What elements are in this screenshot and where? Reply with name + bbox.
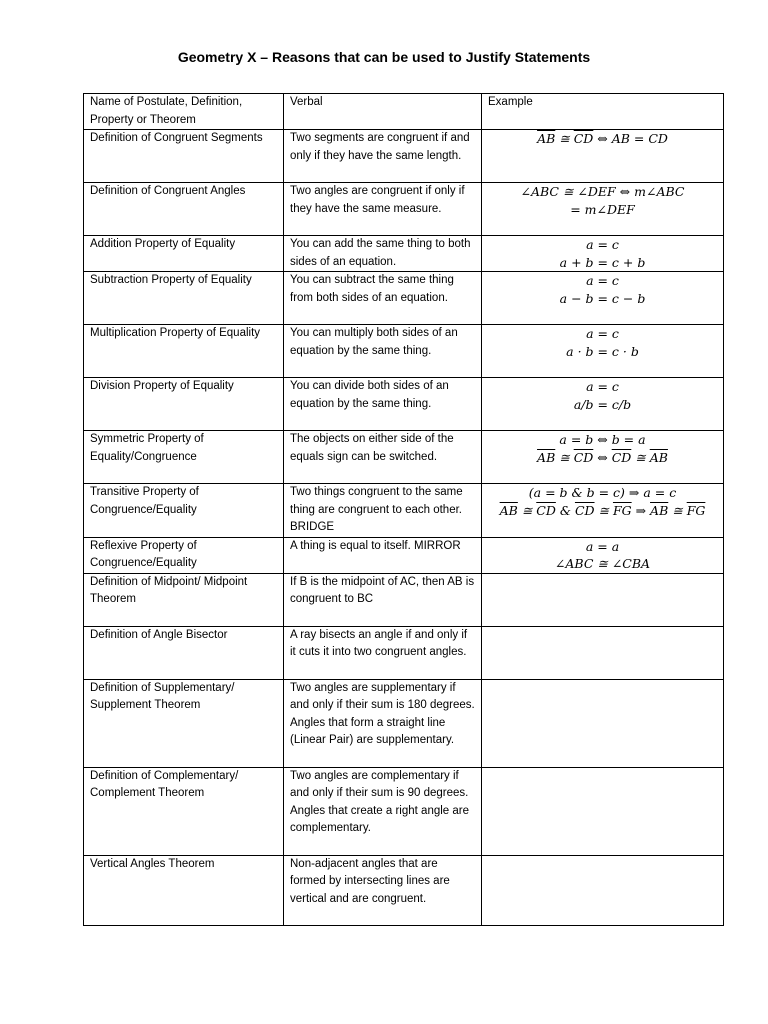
table-row [84, 325, 724, 378]
example-text: ≅ [517, 502, 537, 518]
table-row [84, 484, 724, 538]
reason-example [482, 431, 724, 484]
table-row [84, 130, 724, 183]
header-verbal: Verbal [284, 94, 482, 130]
example-text: a = c [586, 326, 619, 341]
reason-name: Addition Property of Equality [84, 236, 284, 272]
example-text: a − b = c − b [559, 290, 646, 306]
example-text: a/b = c/b [573, 396, 632, 412]
reason-name: Transitive Property of Congruence/Equality [84, 484, 284, 538]
example-text: a · b = c · b [566, 343, 639, 359]
segment-symbol: $\overline{AB}$ [499, 502, 518, 518]
example-line [488, 431, 717, 449]
example-line [488, 325, 717, 343]
reason-verbal: Two angles are congruent if only if they have the same measure. [284, 183, 482, 236]
table-row [84, 431, 724, 484]
example-text: a = c [586, 273, 619, 288]
example-text: = m∠DEF [570, 201, 635, 217]
segment-symbol: $\overline{AB}$ [649, 449, 668, 465]
reason-verbal: The objects on either side of the equals sign can be switched. [284, 431, 482, 484]
segment-symbol: $\overline{CD}$ [574, 502, 595, 518]
table-row [84, 626, 724, 679]
reason-name: Reflexive Property of Congruence/Equality [84, 537, 284, 573]
table-row [84, 272, 724, 325]
reason-example [482, 767, 724, 855]
example-line [488, 254, 717, 272]
example-text: ⇔ [593, 449, 612, 465]
reason-example [482, 626, 724, 679]
reason-name: Definition of Complementary/ Complement Theorem [84, 767, 284, 855]
example-line [488, 502, 717, 520]
example-text: ≅ [668, 502, 687, 518]
reason-example [482, 378, 724, 431]
example-line [488, 130, 717, 148]
reason-name: Division Property of Equality [84, 378, 284, 431]
reason-name: Subtraction Property of Equality [84, 272, 284, 325]
example-text: ∠ABC ≅ ∠CBA [554, 556, 651, 571]
example-line [488, 183, 717, 201]
table-row [84, 236, 724, 272]
reason-name: Vertical Angles Theorem [84, 855, 284, 925]
reason-example [482, 130, 724, 183]
page-title: Geometry X – Reasons that can be used to Justify Statements [177, 49, 591, 65]
example-line [488, 290, 717, 308]
reason-verbal: You can subtract the same thing from both sides of an equation. [284, 272, 482, 325]
segment-symbol: $\overline{AB}$ [537, 449, 556, 465]
segment-symbol: $\overline{AB}$ [537, 131, 556, 146]
example-line [488, 201, 717, 219]
reason-verbal: A thing is equal to itself. MIRROR [284, 537, 482, 573]
segment-symbol: $\overline{FG}$ [612, 502, 632, 518]
example-line [488, 538, 717, 556]
reason-name: Symmetric Property of Equality/Congruence [84, 431, 284, 484]
table-row [84, 183, 724, 236]
segment-symbol: $\overline{CD}$ [573, 449, 594, 465]
reason-verbal: Two things congruent to the same thing are congruent to each other. BRIDGE [284, 484, 482, 538]
reason-example [482, 679, 724, 767]
example-line [488, 555, 717, 573]
reason-verbal: You can divide both sides of an equation by the same thing. [284, 378, 482, 431]
reason-example [482, 236, 724, 272]
reason-verbal: Non-adjacent angles that are formed by intersecting lines are vertical and are congruent. [284, 855, 482, 925]
reason-name: Definition of Congruent Angles [84, 183, 284, 236]
segment-symbol: $\overline{AB}$ [650, 502, 669, 518]
reason-verbal: You can add the same thing to both sides of an equation. [284, 236, 482, 272]
table-row [84, 537, 724, 573]
reason-name: Definition of Supplementary/ Supplement Theorem [84, 679, 284, 767]
segment-symbol: $\overline{CD}$ [536, 502, 556, 518]
reason-verbal: You can multiply both sides of an equation by the same thing. [284, 325, 482, 378]
example-text: ⇔ AB = CD [593, 131, 668, 146]
reasons-table [83, 93, 724, 926]
example-text: ≅ [631, 449, 650, 465]
example-line [488, 236, 717, 254]
example-text: ∠ABC ≅ ∠DEF ⇔ m∠ABC [520, 184, 685, 199]
reason-example [482, 325, 724, 378]
example-line [488, 449, 717, 467]
example-text: ≅ [594, 502, 613, 518]
example-text: a = c [586, 379, 619, 394]
reason-example [482, 272, 724, 325]
table-row [84, 767, 724, 855]
reason-example [482, 183, 724, 236]
example-line [488, 484, 717, 502]
table-row [84, 573, 724, 626]
example-line [488, 272, 717, 290]
example-text: a = a [585, 538, 620, 554]
reason-verbal: Two angles are supplementary if and only if their sum is 180 degrees. Angles that form a straight line (Linear Pair) are supplementary. [284, 679, 482, 767]
example-text: ⇒ [631, 502, 651, 518]
reason-verbal: Two segments are congruent if and only if they have the same length. [284, 130, 482, 183]
example-line [488, 378, 717, 396]
table-row [84, 679, 724, 767]
reason-verbal: A ray bisects an angle if and only if it cuts it into two congruent angles. [284, 626, 482, 679]
table-row [84, 855, 724, 925]
reason-example [482, 855, 724, 925]
reason-example [482, 537, 724, 573]
example-text: (a = b & b = c) ⇒ a = c [528, 485, 677, 500]
example-text: ≅ [555, 449, 574, 465]
table-header-row [84, 94, 724, 130]
header-example: Example [482, 94, 724, 130]
reason-example [482, 484, 724, 538]
reason-name: Definition of Midpoint/ Midpoint Theorem [84, 573, 284, 626]
header-name: Name of Postulate, Definition, Property or Theorem [84, 94, 284, 130]
example-line [488, 396, 717, 414]
reason-name: Definition of Congruent Segments [84, 130, 284, 183]
reason-name: Definition of Angle Bisector [84, 626, 284, 679]
example-line [488, 343, 717, 361]
example-text: ≅ [555, 131, 574, 146]
example-text: & [555, 502, 575, 518]
example-text: a = b ⇔ b = a [559, 432, 646, 447]
example-text: a + b = c + b [559, 254, 646, 270]
segment-symbol: $\overline{FG}$ [686, 502, 706, 518]
reason-verbal: If B is the midpoint of AC, then AB is congruent to BC [284, 573, 482, 626]
example-text: a = c [586, 237, 619, 252]
segment-symbol: $\overline{CD}$ [573, 131, 594, 146]
reason-verbal: Two angles are complementary if and only if their sum is 90 degrees. Angles that create a right angle are complementary. [284, 767, 482, 855]
reason-example [482, 573, 724, 626]
reason-name: Multiplication Property of Equality [84, 325, 284, 378]
segment-symbol: $\overline{CD}$ [611, 449, 632, 465]
table-row [84, 378, 724, 431]
